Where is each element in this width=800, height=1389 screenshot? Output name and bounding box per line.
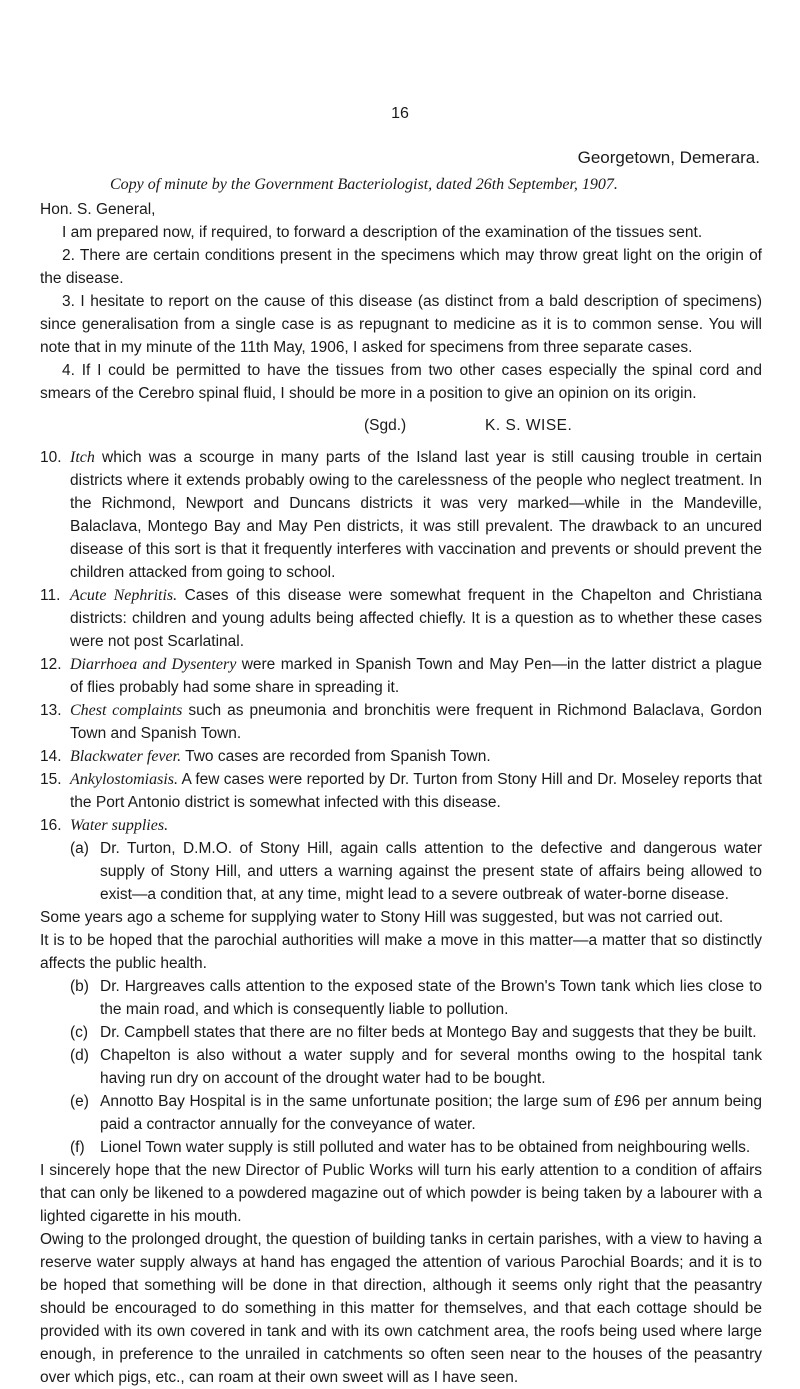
subitem-label: (f) (70, 1139, 85, 1156)
signature (40, 414, 762, 440)
list-item (40, 745, 762, 768)
page-number: 16 (391, 105, 409, 122)
subitem-label: (a) (70, 840, 89, 857)
list-item (40, 653, 762, 699)
item-number: 14. (40, 748, 62, 765)
subitem-text: Annotto Bay Hospital is in the same unfortunate position; the large sum of £96 per annum being paid a contractor annually for the conveyance of water. (100, 1093, 762, 1133)
item-text (70, 699, 762, 745)
water-subitem (70, 1136, 762, 1159)
item-body: A few cases were reported by Dr. Turton from Stony Hill and Dr. Moseley reports that the Port Antonio district is somewhat infected with this disease. (70, 771, 762, 811)
subitem-text: Lionel Town water supply is still polluted and water has to be obtained from neighbouring wells. (100, 1139, 751, 1156)
item-text (70, 653, 762, 699)
water-subitem (70, 975, 762, 1021)
subitem-continuation: I sincerely hope that the new Director of Public Works will turn his early attention to a condition of affairs that can only be likened to a powdered magazine out of which powder is being taken by a labourer with a lighted cigarette in his mouth. (40, 1162, 762, 1225)
document-body (40, 198, 762, 1389)
list-item (40, 814, 762, 837)
item-title: Diarrhoea and Dysentery (70, 656, 237, 673)
item-number: 15. (40, 771, 62, 788)
subitem-label: (c) (70, 1024, 89, 1041)
subitem-label: (b) (70, 978, 89, 995)
minute-paragraph: 4. If I could be permitted to have the tissues from two other cases especially the spinal cord and smears of the Cerebro spinal fluid, I should be more in a position to give an opinion on its origin. (40, 362, 762, 402)
list-item (40, 768, 762, 814)
minute-paragraph: 2. There are certain conditions present in the specimens which may throw great light on the origin of the disease. (40, 247, 762, 287)
item-number: 13. (40, 702, 62, 719)
water-subitem (70, 1090, 762, 1136)
item-text (70, 584, 762, 653)
salutation: Hon. S. General, (40, 201, 156, 218)
item-number: 16. (40, 817, 62, 834)
list-item (40, 699, 762, 745)
water-subitem (70, 837, 762, 906)
water-subitem (70, 1021, 762, 1044)
item-title: Itch (70, 449, 95, 466)
signature-name: K. S. WISE. (485, 417, 573, 434)
copy-line: Copy of minute by the Government Bacteriologist, dated 26th September, 1907. (110, 176, 618, 193)
item-title: Blackwater fever. (70, 748, 182, 765)
item-title: Chest complaints (70, 702, 183, 719)
subitem-text: Chapelton is also without a water supply and for several months owing to the hospital tank having run dry on account of the drought water had to be bought. (100, 1047, 762, 1087)
item-title: Acute Nephritis. (70, 587, 178, 604)
list-item (40, 584, 762, 653)
signature-sgd: (Sgd.) (364, 417, 407, 434)
item-number: 11. (40, 587, 61, 604)
item-number: 12. (40, 656, 62, 673)
subitem-continuation: It is to be hoped that the parochial authorities will make a move in this matter—a matter that so distinctly affects the public health. (40, 932, 762, 972)
item-text (70, 745, 762, 768)
item-body: such as pneumonia and bronchitis were frequent in Richmond Balaclava, Gordon Town and Spanish Town. (70, 702, 763, 742)
subitem-continuation: Some years ago a scheme for supplying water to Stony Hill was suggested, but was not carried out. (40, 909, 724, 926)
item-body: Cases of this disease were somewhat frequent in the Chapelton and Christiana districts: children and young adults being affected chiefly. It is a question as to whether these cases were not post Scarlatinal. (70, 587, 763, 650)
subitem-label: (d) (70, 1047, 89, 1064)
subitem-text: Dr. Hargreaves calls attention to the exposed state of the Brown's Town tank which lies close to the main road, and which is consequently liable to pollution. (100, 978, 762, 1018)
item-body: Two cases are recorded from Spanish Town. (181, 748, 491, 765)
item-body: were marked in Spanish Town and May Pen—in the latter district a plague of flies probably had some share in spreading it. (70, 656, 762, 696)
item-text (70, 768, 762, 814)
item-text (70, 814, 762, 837)
item-title: Ankylostomiasis. (70, 771, 178, 788)
minute-paragraph: I am prepared now, if required, to forward a description of the examination of the tissues sent. (62, 224, 703, 241)
item-body: which was a scourge in many parts of the Island last year is still causing trouble in certain districts where it extends probably owing to the carelessness of the people who neglect treatment. In the Richmond, Newport and Duncans districts it was very marked—while in the Mandeville, Balaclava, Montego Bay and May Pen districts, it was still prevalent. The drawback to an uncured disease of this sort is that it frequently interferes with vaccination and prevents or should prevent the children attacked from going to school. (70, 449, 762, 581)
subitem-continuation: Owing to the prolonged drought, the question of building tanks in certain parishes, with a view to having a reserve water supply always at hand has engaged the attention of various Parochial Boards; and it is to be hoped that something will be done in that direction, although it seems only right that the peasantry should be encouraged to do something in this matter for themselves, and that each cottage should be provided with its own covered in tank and with its own catchment area, the roofs being used where large enough, in preference to the unrailed in catchments so often seen near to the houses of the peasantry over which pigs, etc., can roam at their own sweet will as I have seen. (40, 1231, 762, 1386)
place-heading: Georgetown, Demerara. (577, 148, 760, 167)
item-title: Water supplies. (70, 817, 169, 834)
water-subitem (70, 1044, 762, 1090)
minute-paragraph: 3. I hesitate to report on the cause of this disease (as distinct from a bald description of specimens) since generalisation from a single case is as repugnant to medicine as it is to common sense. You will note that in my minute of the 11th May, 1906, I asked for specimens from three separate cases. (40, 293, 762, 356)
subitem-text: Dr. Campbell states that there are no filter beds at Montego Bay and suggests that they be built. (100, 1024, 757, 1041)
list-item (40, 446, 762, 584)
subitem-label: (e) (70, 1093, 89, 1110)
numbered-items (40, 446, 762, 1389)
subitem-text: Dr. Turton, D.M.O. of Stony Hill, again calls attention to the defective and dangerous water supply of Stony Hill, and utters a warning against the present state of affairs being allowed to exist—a condition that, at any time, might lead to a severe outbreak of water-borne disease. (100, 840, 762, 903)
item-number: 10. (40, 449, 62, 466)
item-text (70, 446, 762, 584)
